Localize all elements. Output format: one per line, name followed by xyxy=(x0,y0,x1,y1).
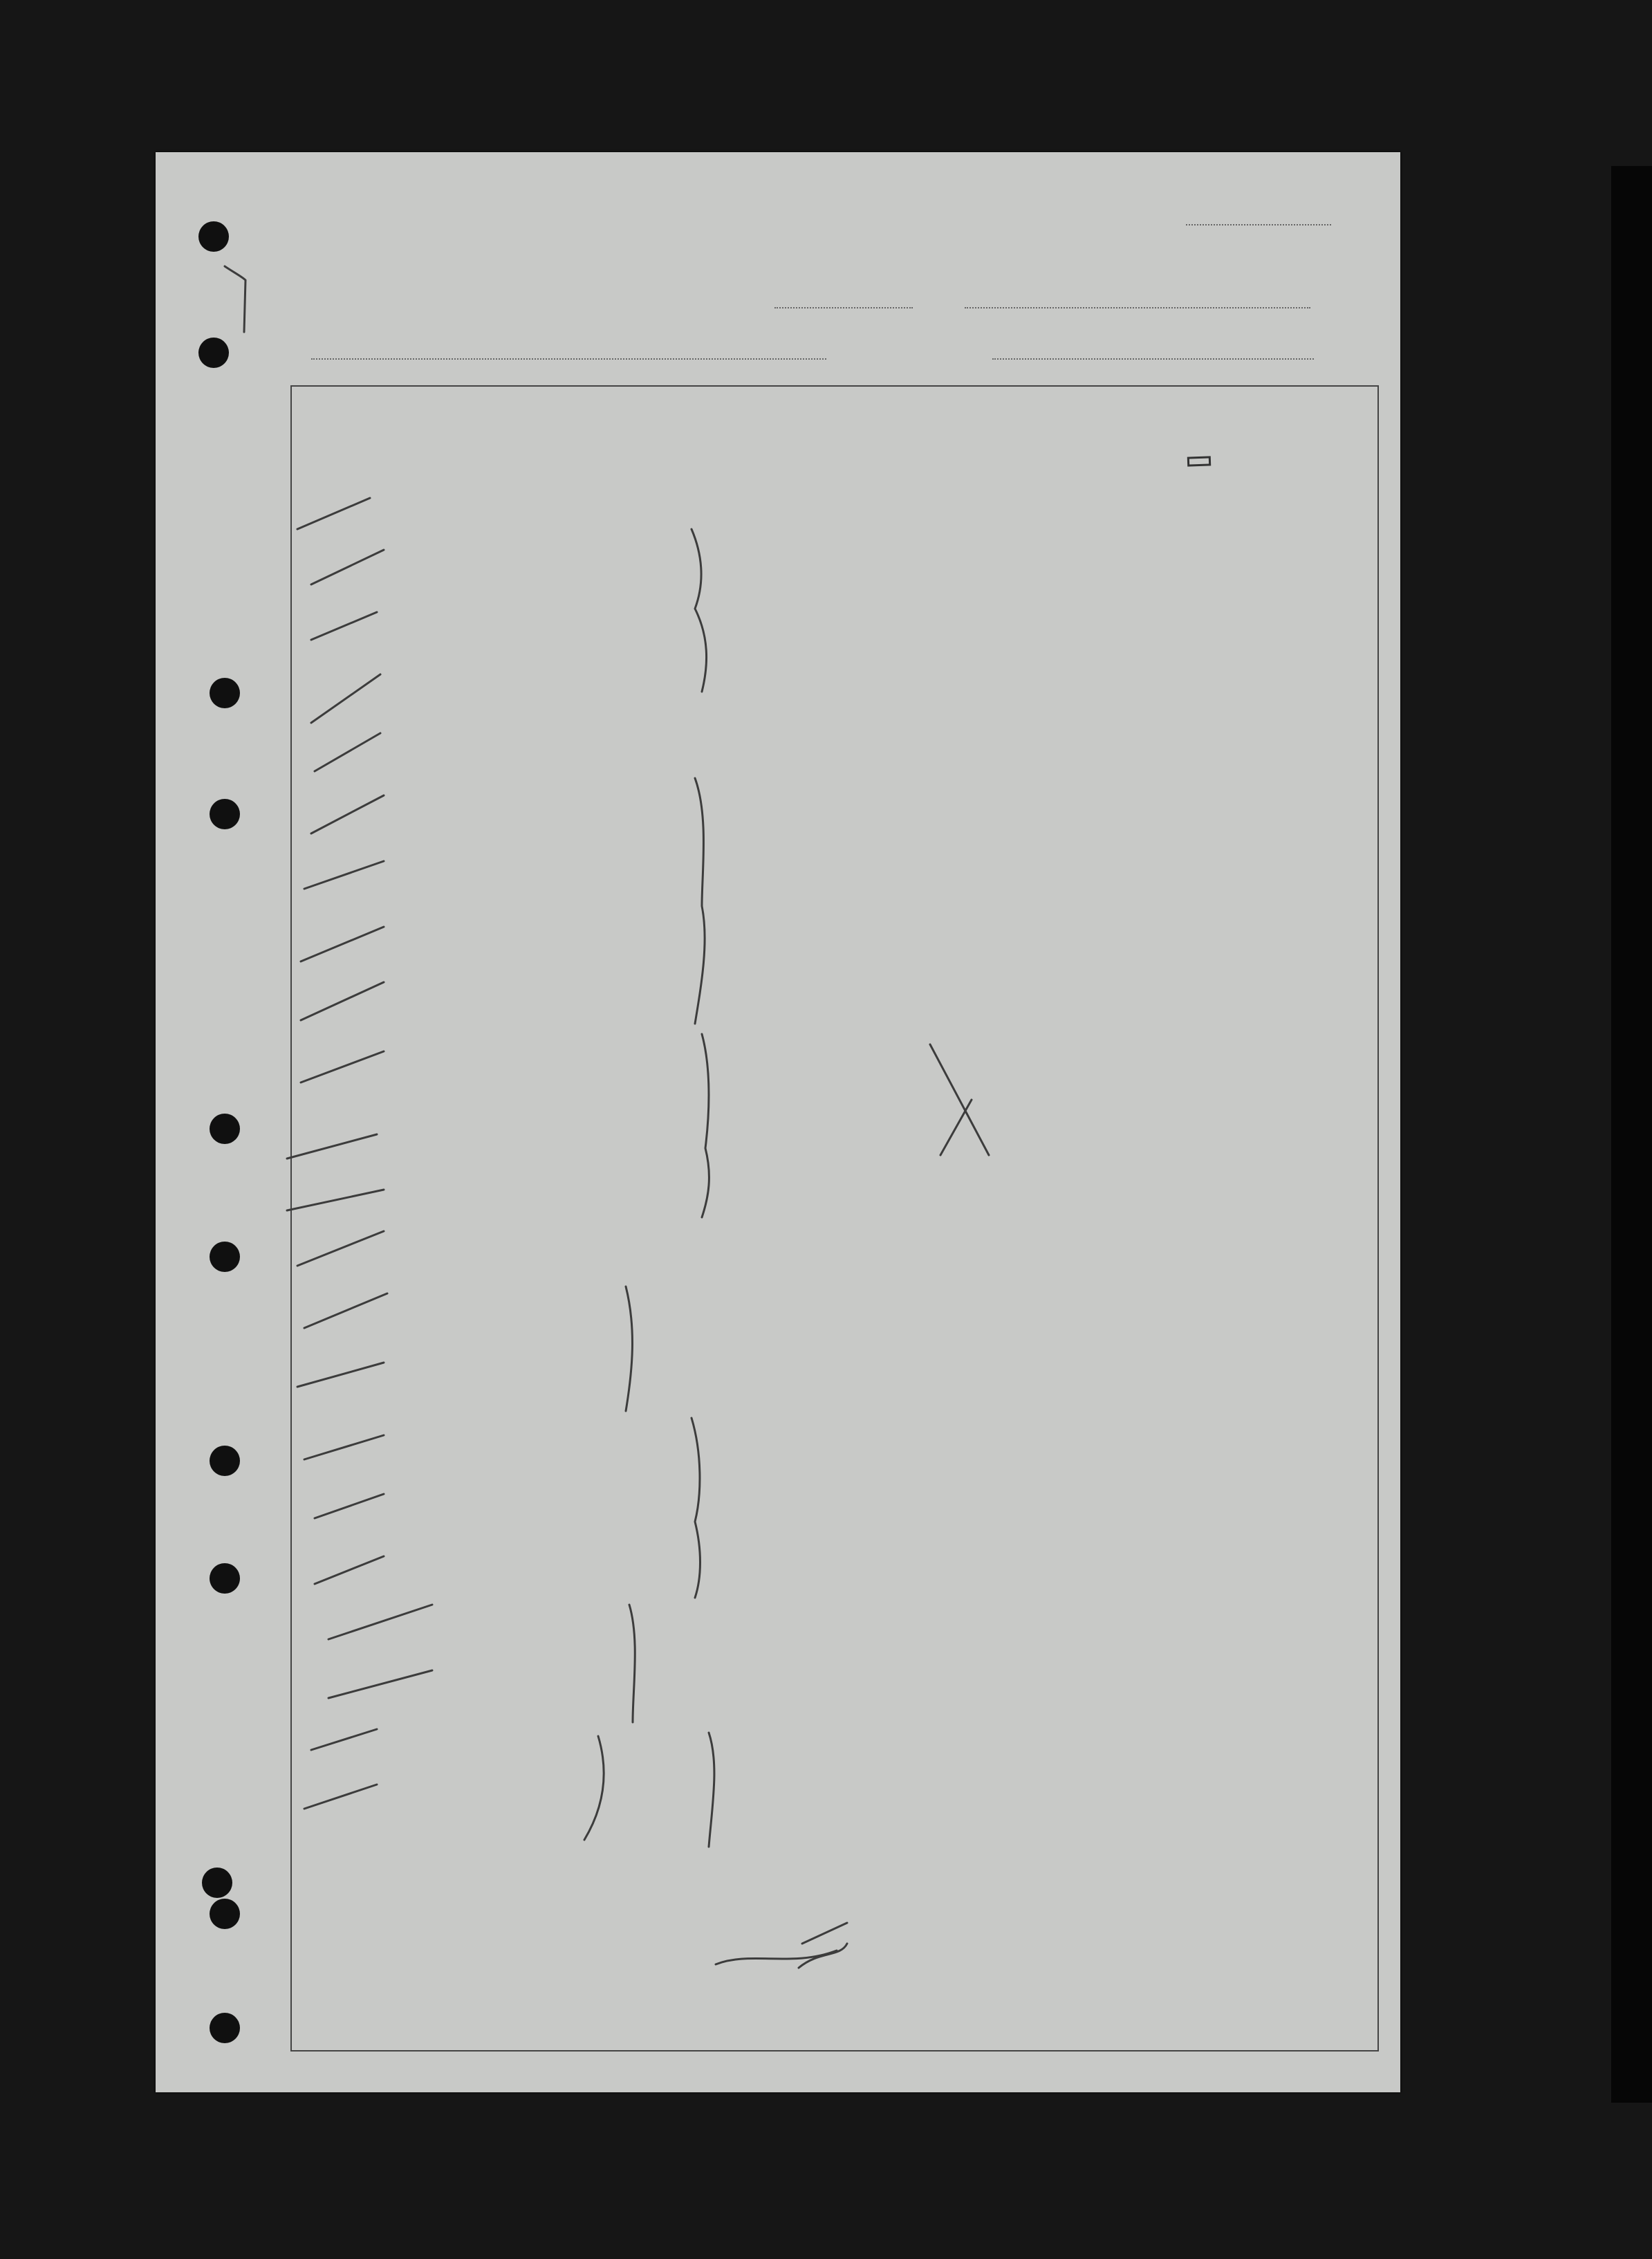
manifest-sheet xyxy=(156,152,1400,2092)
handwritten-marks xyxy=(156,152,1400,2092)
scan-edge-bar xyxy=(1611,166,1652,2103)
